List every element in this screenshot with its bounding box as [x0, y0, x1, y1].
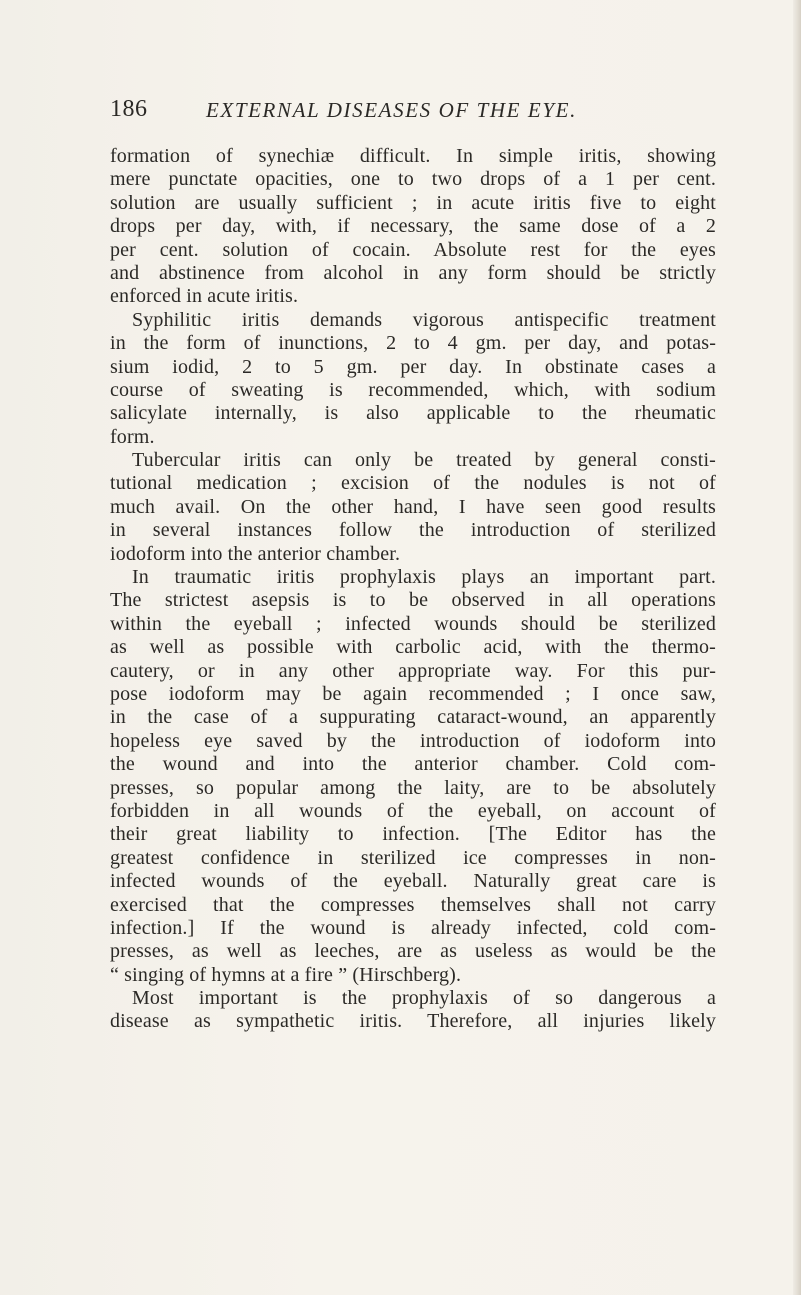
- text-line: greatest confidence in sterilized ice compresses in non-: [110, 846, 716, 869]
- text-line: tutional medication ; excision of the nodules is not of: [110, 472, 716, 495]
- text-line: solution are usually sufficient ; in acute iritis five to eight: [110, 191, 716, 214]
- text-line: hopeless eye saved by the introduction of iodoform into: [110, 729, 716, 752]
- text-line: Syphilitic iritis demands vigorous antispecific treatment: [132, 308, 716, 331]
- text-line: presses, so popular among the laity, are to be absolutely: [110, 776, 716, 799]
- text-line: Most important is the prophylaxis of so dangerous a: [132, 987, 716, 1010]
- text-line: the wound and into the anterior chamber. Cold com-: [110, 753, 716, 776]
- running-title: EXTERNAL DISEASES OF THE EYE.: [206, 98, 577, 122]
- page-number: 186: [110, 96, 148, 122]
- text-line: their great liability to infection. [The Editor has the: [110, 823, 716, 846]
- text-line: form.: [110, 425, 155, 448]
- page-edge-shadow: [793, 0, 801, 1295]
- text-line: salicylate internally, is also applicable to the rheumatic: [110, 402, 716, 425]
- text-line: in several instances follow the introduction of sterilized: [110, 519, 716, 542]
- page-header: [110, 95, 710, 125]
- text-line: Tubercular iritis can only be treated by general consti-: [132, 449, 716, 472]
- text-line: mere punctate opacities, one to two drops of a 1 per cent.: [110, 168, 716, 191]
- text-line: “ singing of hymns at a fire ” (Hirschberg).: [110, 963, 462, 986]
- text-line: formation of synechiæ difficult. In simple iritis, showing: [110, 145, 716, 167]
- text-line: drops per day, with, if necessary, the same dose of a 2: [110, 215, 716, 238]
- text-line: enforced in acute iritis.: [110, 285, 299, 308]
- text-line: forbidden in all wounds of the eyeball, on account of: [110, 799, 716, 822]
- text-line: in the form of inunctions, 2 to 4 gm. per day, and potas-: [110, 332, 716, 355]
- text-line: as well as possible with carbolic acid, with the thermo-: [110, 636, 716, 659]
- text-line: in the case of a suppurating cataract-wound, an apparently: [110, 706, 716, 729]
- text-line: In traumatic iritis prophylaxis plays an important part.: [132, 566, 716, 589]
- text-line: course of sweating is recommended, which, with sodium: [110, 378, 716, 401]
- text-line: The strictest asepsis is to be observed in all operations: [110, 589, 716, 612]
- text-line: per cent. solution of cocain. Absolute rest for the eyes: [110, 238, 716, 261]
- text-line: exercised that the compresses themselves shall not carry: [110, 893, 716, 916]
- text-line: presses, as well as leeches, are as useless as would be the: [110, 940, 716, 963]
- text-line: pose iodoform may be again recommended ; I once saw,: [110, 682, 716, 705]
- text-line: infection.] If the wound is already infected, cold com-: [110, 916, 716, 939]
- text-line: within the eyeball ; infected wounds should be sterilized: [110, 612, 716, 635]
- text-line: disease as sympathetic iritis. Therefore, all injuries likely: [110, 1010, 716, 1033]
- text-line: infected wounds of the eyeball. Naturally great care is: [110, 870, 716, 893]
- text-line: cautery, or in any other appropriate way. For this pur-: [110, 659, 716, 682]
- text-line: much avail. On the other hand, I have seen good results: [110, 495, 716, 518]
- text-line: and abstinence from alcohol in any form should be strictly: [110, 261, 716, 284]
- body-text: [110, 145, 716, 1034]
- text-line: iodoform into the anterior chamber.: [110, 542, 401, 565]
- text-line: sium iodid, 2 to 5 gm. per day. In obstinate cases a: [110, 355, 716, 378]
